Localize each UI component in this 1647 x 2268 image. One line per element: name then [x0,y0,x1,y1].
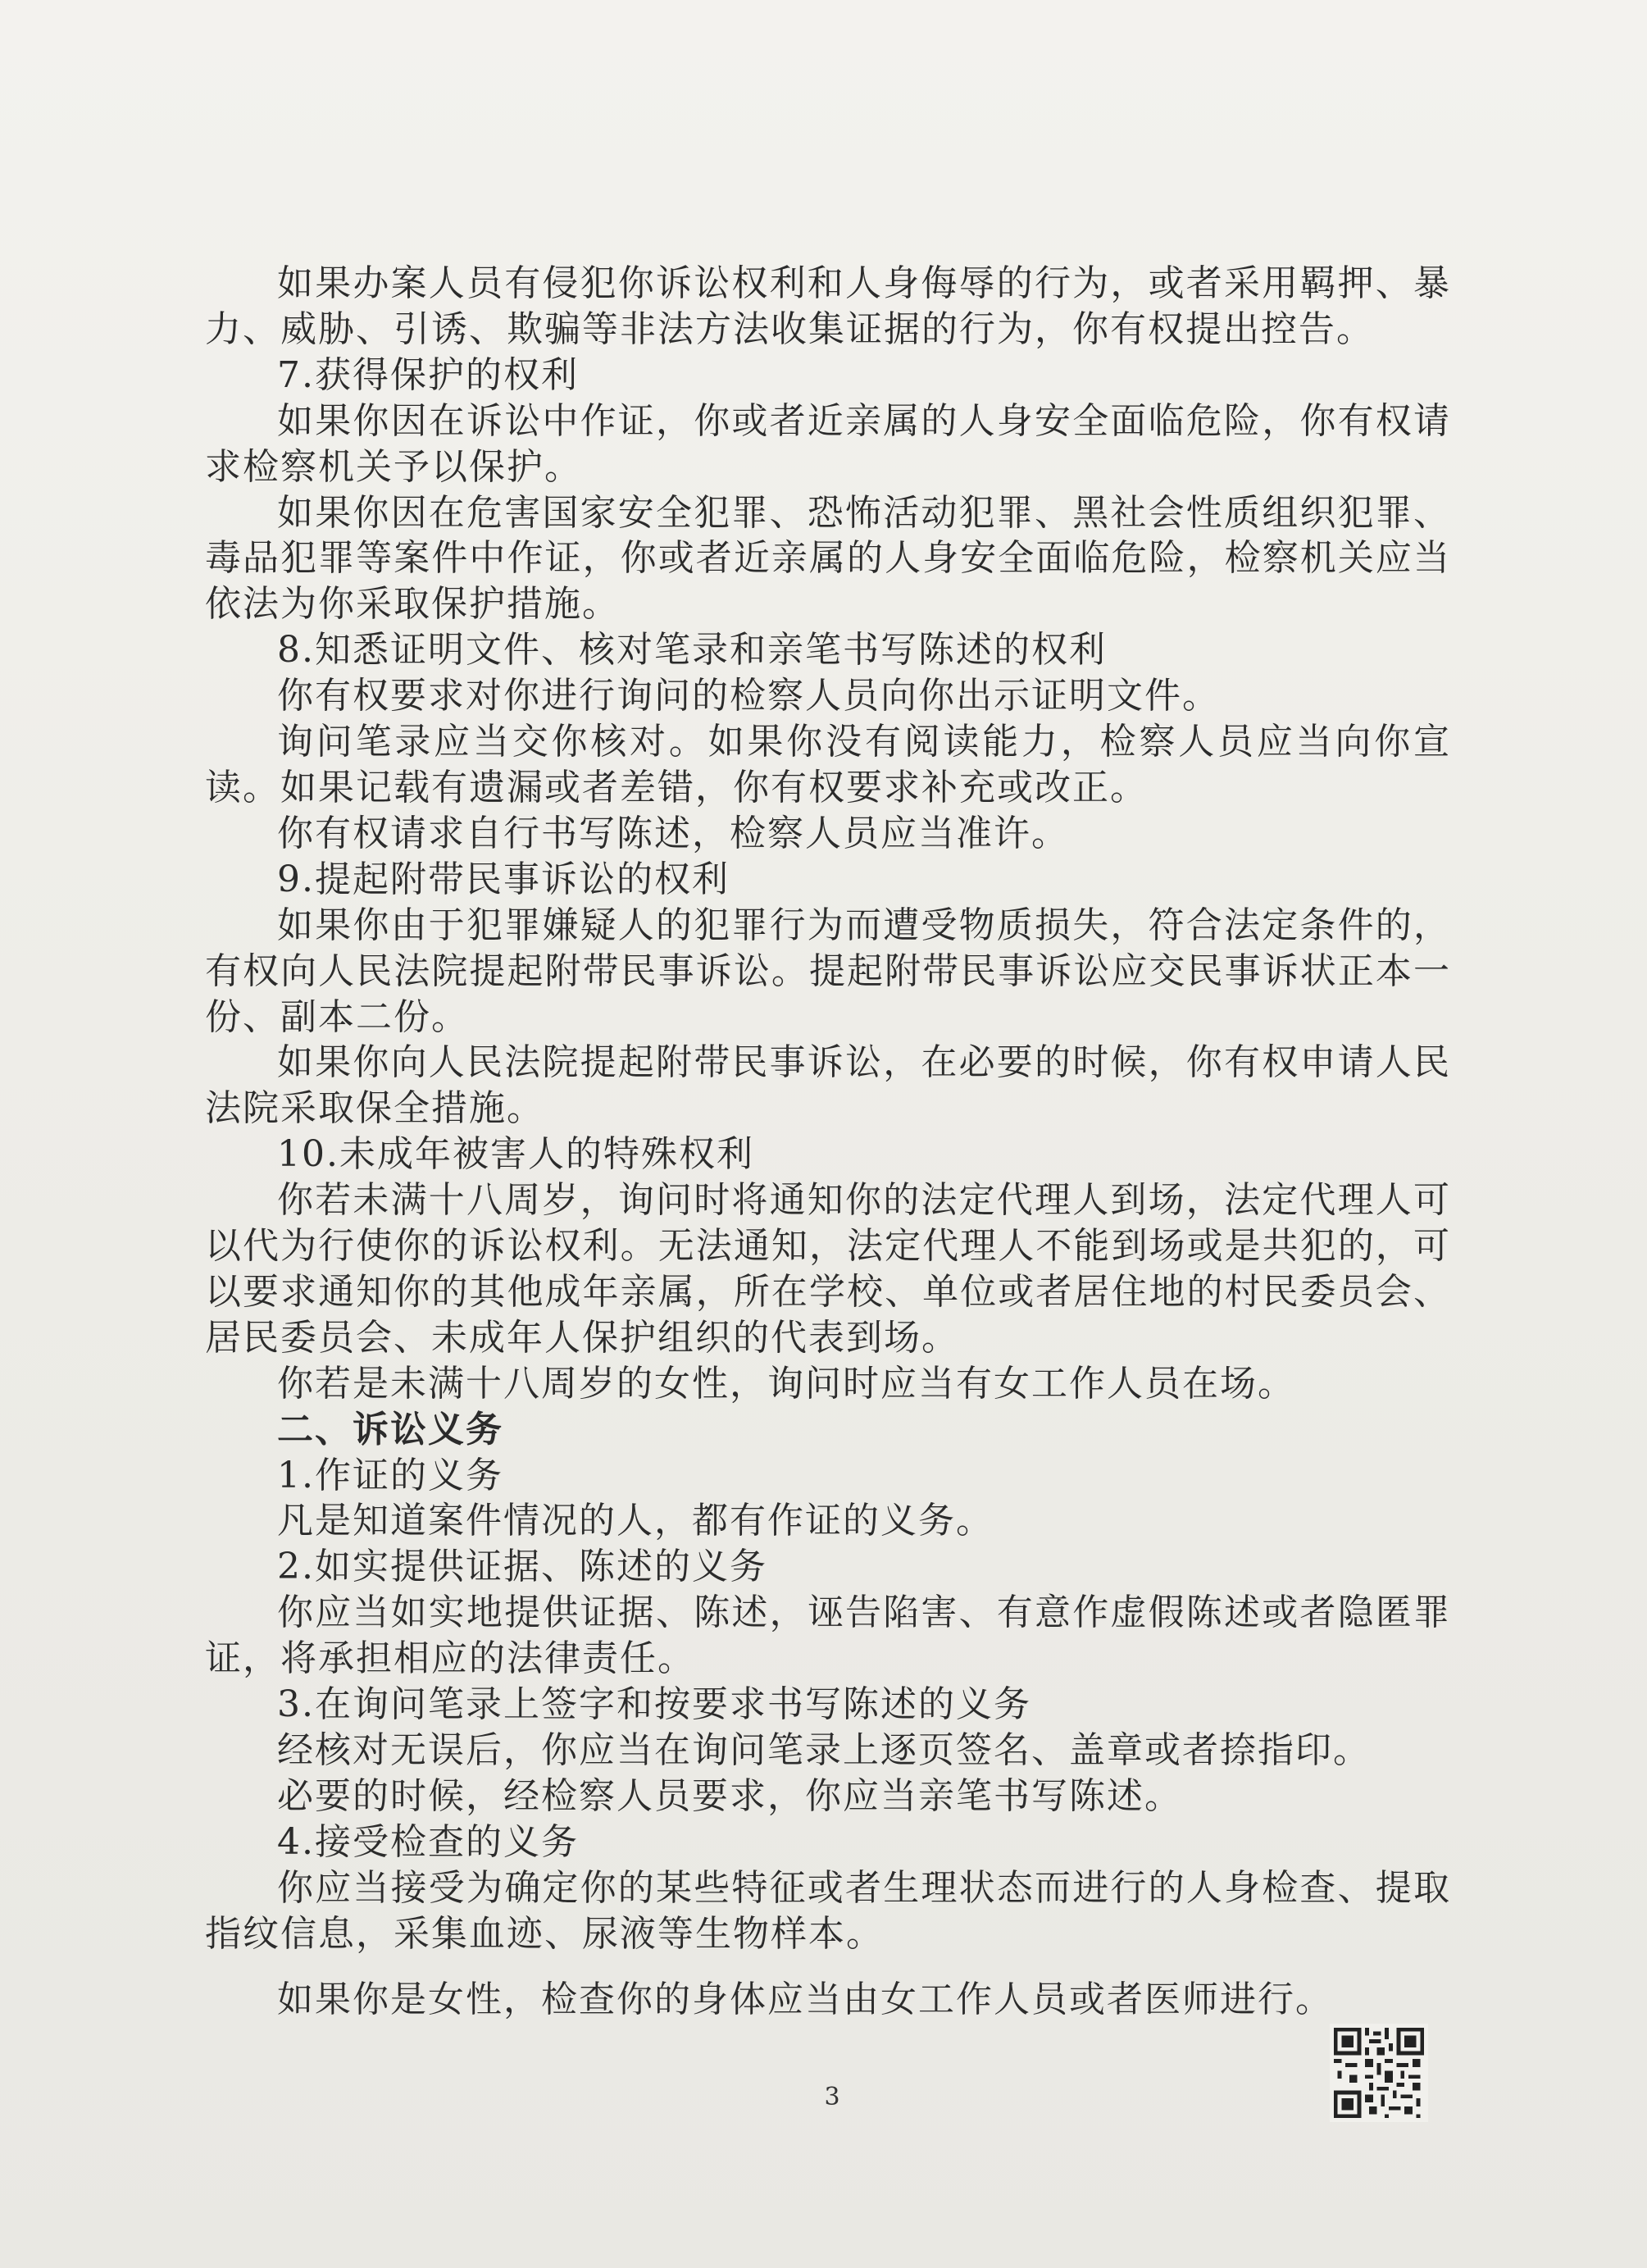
subsection-heading: 1.作证的义务 [277,1454,503,1496]
paragraph: 如果你因在危害国家安全犯罪、恐怖活动犯罪、黑社会性质组织犯罪、毒品犯罪等案件中作证，你或者近亲属的人身安全面临危险，检察机关应当依法为你采取保护措施。 [205,491,1451,626]
document-body [205,261,1451,2022]
paragraph: 你有权请求自行书写陈述，检察人员应当准许。 [277,812,1069,854]
paragraph: 你若未满十八周岁，询问时将通知你的法定代理人到场，法定代理人可以代为行使你的诉讼权利。无法通知，法定代理人不能到场或是共犯的，可以要求通知你的其他成年亲属，所在学校、单位或者居住地的村民委员会、居民委员会、未成年人保护组织的代表到场。 [205,1179,1451,1359]
subsection-heading: 4.接受检查的义务 [277,1820,579,1863]
paragraph: 你应当如实地提供证据、陈述，诬告陷害、有意作虚假陈述或者隐匿罪证，将承担相应的法律责任。 [205,1592,1451,1680]
paragraph: 你若是未满十八周岁的女性，询问时应当有女工作人员在场。 [277,1362,1295,1405]
subsection-heading: 8.知悉证明文件、核对笔录和亲笔书写陈述的权利 [277,629,1107,672]
subsection-heading: 3.在询问笔录上签字和按要求书写陈述的义务 [277,1683,1031,1726]
paragraph: 你应当接受为确定你的某些特征或者生理状态而进行的人身检查、提取指纹信息，采集血迹、尿液等生物样本。 [205,1866,1451,1955]
paragraph: 如果办案人员有侵犯你诉讼权利和人身侮辱的行为，或者采用羁押、暴力、威胁、引诱、欺骗等非法方法收集证据的行为，你有权提出控告。 [205,262,1451,350]
subsection-heading: 10.未成年被害人的特殊权利 [277,1133,754,1176]
paragraph: 必要的时候，经检察人员要求，你应当亲笔书写陈述。 [277,1774,1182,1817]
section-heading: 二、诉讼义务 [277,1408,503,1451]
paragraph: 如果你因在诉讼中作证，你或者近亲属的人身安全面临危险，你有权请求检察机关予以保护。 [205,399,1451,488]
paragraph: 如果你是女性，检查你的身体应当由女工作人员或者医师进行。 [277,1978,1333,2020]
paragraph: 如果你向人民法院提起附带民事诉讼，在必要的时候，你有权申请人民法院采取保全措施。 [205,1041,1451,1130]
paragraph-gap [205,1957,1451,1977]
paragraph: 你有权要求对你进行询问的检察人员向你出示证明文件。 [277,675,1220,717]
subsection-heading: 2.如实提供证据、陈述的义务 [277,1546,767,1588]
paragraph: 如果你由于犯罪嫌疑人的犯罪行为而遭受物质损失，符合法定条件的，有权向人民法院提起附带民事诉讼。提起附带民事诉讼应交民事诉状正本一份、副本二份。 [205,904,1451,1038]
paragraph: 凡是知道案件情况的人，都有作证的义务。 [277,1500,994,1542]
paragraph: 经核对无误后，你应当在询问笔录上逐页签名、盖章或者捺指印。 [277,1729,1371,1771]
page-number: 3 [824,2083,840,2111]
subsection-heading: 7.获得保护的权利 [277,353,579,396]
subsection-heading: 9.提起附带民事诉讼的权利 [277,858,730,900]
qr-code-icon [1330,2024,1428,2122]
paragraph: 询问笔录应当交你核对。如果你没有阅读能力，检察人员应当向你宣读。如果记载有遗漏或者差错，你有权要求补充或改正。 [205,721,1451,808]
